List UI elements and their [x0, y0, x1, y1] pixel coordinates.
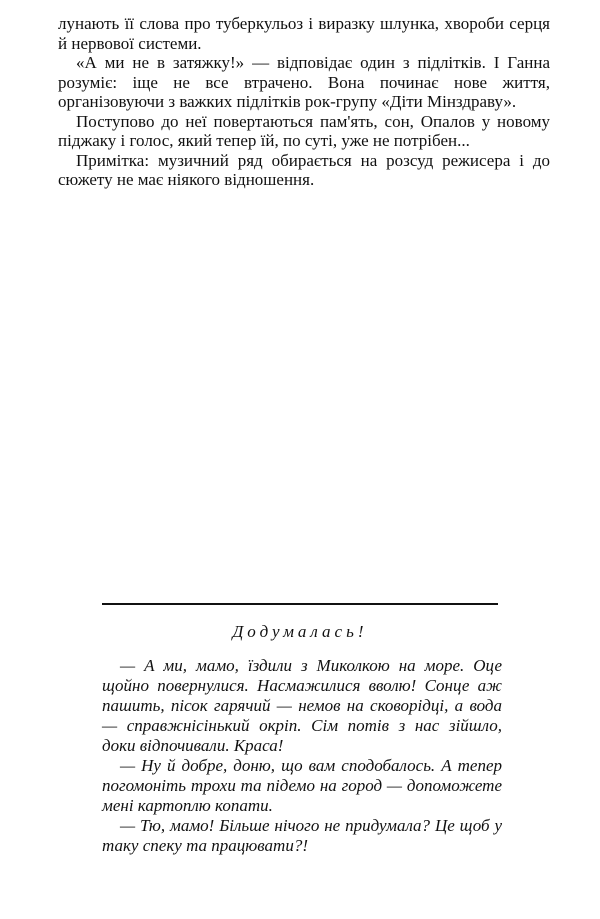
anecdote-daughter-line: — А ми, мамо, їздили з Миколкою на море. Оце щойно повернулися. Насмажилися вволю! Сонце аж пашить, пісок гарячий — немов на сковорідці, а вода — справжнісінький окріп. Сім потів з нас зійшло, доки відпочивали. Краса! [102, 656, 502, 755]
anecdote-mother-line: — Ну й добре, доню, що вам сподобалось. А тепер погомоніть трохи та підемо на город — допоможете мені картоплю копати. [102, 756, 502, 815]
anecdote-text-block [102, 656, 502, 856]
section-divider [102, 603, 498, 605]
anecdote-title: Додумалась! [232, 622, 368, 641]
paragraph-note: Примітка: музичний ряд обирається на розсуд режисера і до сюжету не має ніякого відношення. [58, 150, 550, 189]
paragraph-continuation: лунають її слова про туберкульоз і виразку шлунка, хвороби серця й нервової системи. [58, 14, 550, 53]
main-text-block [58, 14, 550, 190]
paragraph-recovery: Поступово до неї повертаються пам'ять, сон, Опалов у новому піджаку і голос, який тепер їй, по суті, уже не потрібен... [58, 111, 550, 150]
anecdote-daughter-reply: — Тю, мамо! Більше нічого не придумала? Це щоб у таку спеку та працювати?! [102, 816, 502, 855]
paragraph-teen-reply: «А ми не в затяжку!» — відповідає один з підлітків. І Ганна розуміє: іще не все втрачено. Вона починає нове життя, організовуючи з важких підлітків рок-групу «Діти Мінздраву». [58, 53, 550, 111]
